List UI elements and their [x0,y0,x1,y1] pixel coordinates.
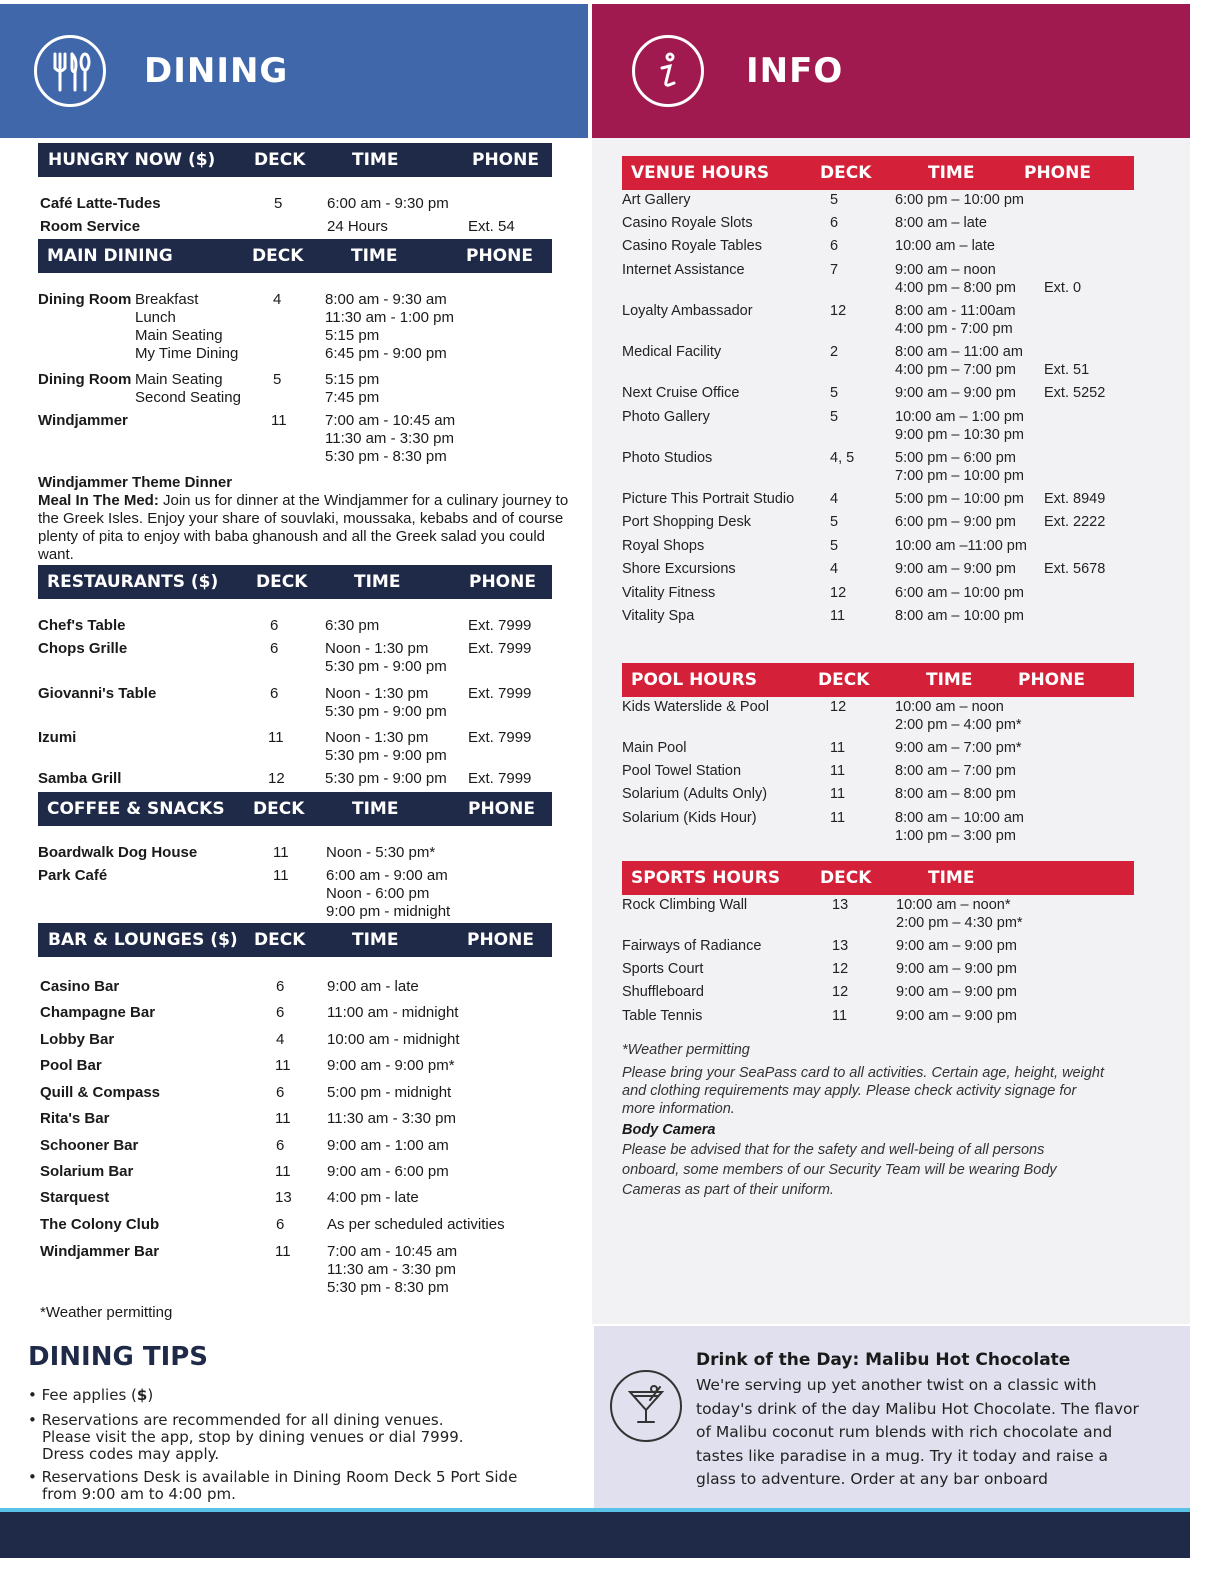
drink-line: today's drink of the day Malibu Hot Chocolate. The flavor [696,1399,1139,1418]
venue-time: 5:15 pm [325,371,380,388]
seapass-note: more information. [622,1101,735,1117]
venue-deck: 6 [276,1084,285,1101]
venue-deck: 5 [273,371,282,388]
venue-time: 10:00 am – noon* [896,897,1011,913]
venue-deck: 11 [832,1008,848,1024]
tip-text: Please visit the app, stop by dining venues or dial 7999. [42,1428,464,1446]
venue-name: Casino Royale Slots [622,215,753,231]
weather-note: *Weather permitting [622,1042,750,1058]
venue-name: Chef's Table [38,617,126,634]
venue-time: 9:00 am – 9:00 pm [896,938,1017,954]
venue-time: 6:00 am - 9:00 am [326,867,448,884]
header-time: TIME [928,163,975,183]
venue-name: Pool Towel Station [622,763,742,779]
venue-deck: 5 [830,192,839,208]
venue-time: 7:00 pm – 10:00 pm [895,468,1024,484]
venue-deck: 12 [830,699,847,715]
venue-time: As per scheduled activities [327,1216,505,1233]
venue-deck: 6 [830,215,839,231]
venue-time: 9:00 pm – 10:30 pm [895,427,1024,443]
theme-dinner-title: Windjammer Theme Dinner [38,474,233,491]
meal-label: My Time Dining [135,345,239,362]
footer-bar [0,1512,1190,1558]
venue-deck: 11 [830,740,846,756]
venue-time: 9:00 am - late [327,978,419,995]
venue-time: 5:00 pm - midnight [327,1084,452,1101]
venue-deck: 5 [830,514,839,530]
body-camera-title: Body Camera [622,1122,716,1138]
venue-name: Schooner Bar [40,1137,139,1154]
venue-name: Fairways of Radiance [622,938,762,954]
venue-name: Boardwalk Dog House [38,844,198,861]
header-venue: POOL HOURS [631,670,757,690]
venue-time: 4:00 pm – 8:00 pm [895,280,1016,296]
coffee-snacks-header [38,792,552,826]
venue-time: 9:00 am – 7:00 pm* [895,740,1022,756]
venue-time: 8:00 am - 9:30 am [325,291,447,308]
venue-name: Shore Excursions [622,561,736,577]
venue-time: 6:00 am - 9:30 pm [327,195,449,212]
venue-time: 5:30 pm - 9:00 pm [325,658,447,675]
tip-text: from 9:00 am to 4:00 pm. [42,1485,236,1503]
header-deck: DECK [820,163,872,183]
venue-name: Internet Assistance [622,262,745,278]
venue-time: 10:00 am – late [895,238,995,254]
venue-name: Loyalty Ambassador [622,303,753,319]
venue-deck: 11 [830,763,846,779]
venue-time: 5:30 pm - 8:30 pm [325,448,447,465]
header-phone: PHONE [468,799,535,819]
body-camera-note: Please be advised that for the safety and well-being of all persons [622,1142,1045,1158]
venue-deck: 5 [830,409,839,425]
venue-time: 7:00 am - 10:45 am [325,412,456,429]
theme-dinner-label: Meal In The Med: [38,492,159,509]
venue-deck: 4 [273,291,282,308]
venue-deck: 6 [276,978,285,995]
venue-deck: 13 [275,1189,292,1206]
venue-name: Giovanni's Table [38,685,157,702]
drink-line: glass to adventure. Order at any bar onboard [696,1470,1049,1488]
venue-hours-header [622,156,1134,190]
venue-time: 8:00 am - 11:00am [895,303,1016,319]
venue-name: Dining Room [38,291,132,308]
venue-time: 24 Hours [327,218,388,235]
pool-hours-header [622,663,1134,697]
header-venue: VENUE HOURS [631,163,770,183]
venue-time: Noon - 1:30 pm [325,640,429,657]
theme-dinner-text: want. [38,546,74,563]
header-venue: RESTAURANTS ($) [47,572,219,592]
venue-name: Solarium Bar [40,1163,134,1180]
body-camera-note: Cameras as part of their uniform. [622,1182,834,1198]
venue-name: Next Cruise Office [622,385,740,401]
venue-deck: 11 [268,729,284,746]
header-venue: HUNGRY NOW ($) [48,150,216,170]
venue-name: Photo Gallery [622,409,710,425]
venue-time: 8:00 am – late [895,215,987,231]
venue-name: Café Latte-Tudes [40,195,161,212]
venue-time: Noon - 1:30 pm [325,729,429,746]
venue-deck: 6 [270,640,279,657]
header-phone: PHONE [1018,670,1085,690]
theme-dinner-line [38,492,568,510]
sports-hours-header [622,861,1134,895]
venue-name: Casino Royale Tables [622,238,762,254]
venue-name: Windjammer Bar [40,1243,160,1260]
venue-time: 6:00 pm – 9:00 pm [895,514,1016,530]
venue-name: Table Tennis [622,1008,703,1024]
venue-name: Pool Bar [40,1057,102,1074]
venue-time: 4:00 pm - 7:00 pm [895,321,1013,337]
venue-deck: 6 [270,617,279,634]
fee-symbol: $ [136,1386,148,1404]
venue-time: 5:30 pm - 9:00 pm [325,770,447,787]
venue-deck: 11 [275,1057,291,1074]
venue-name: Room Service [40,218,141,235]
venue-time: 6:30 pm [325,617,380,634]
header-deck: DECK [253,799,305,819]
venue-time: 2:00 pm – 4:00 pm* [895,717,1022,733]
header-time: TIME [352,930,399,950]
drink-line: We're serving up yet another twist on a classic with [696,1376,1097,1394]
dining-title: DINING [144,51,289,91]
venue-deck: 4 [830,491,839,507]
header-deck: DECK [252,246,304,266]
theme-dinner-text: Join us for dinner at the Windjammer for a culinary journey to [158,492,569,509]
venue-time: Noon - 5:30 pm* [326,844,436,861]
venue-time: 10:00 am - midnight [327,1031,460,1048]
venue-time: 9:00 am – 9:00 pm [895,385,1016,401]
header-time: TIME [352,150,399,170]
body-camera-note: onboard, some members of our Security Team will be wearing Body [622,1162,1057,1178]
venue-name: Royal Shops [622,538,705,554]
drink-title: Drink of the Day: Malibu Hot Chocolate [696,1350,1071,1370]
venue-name: Rita's Bar [40,1110,110,1127]
info-icon [632,35,704,107]
venue-deck: 2 [830,344,839,360]
header-venue: MAIN DINING [47,246,173,266]
venue-time: 11:30 am - 3:30 pm [325,430,454,447]
header-time: TIME [352,799,399,819]
venue-time: 9:00 am – noon [895,262,996,278]
venue-name: Medical Facility [622,344,722,360]
tip-text: • Fee applies ( [28,1386,137,1404]
venue-name: Park Café [38,867,108,884]
venue-deck: 4, 5 [830,450,855,466]
venue-phone: Ext. 2222 [1044,514,1106,530]
venue-deck: 11 [830,786,846,802]
venue-deck: 5 [274,195,283,212]
venue-time: 5:00 pm – 10:00 pm [895,491,1024,507]
venue-name: Champagne Bar [40,1004,156,1021]
venue-name: Sports Court [622,961,704,977]
venue-name: Windjammer [38,412,128,429]
venue-name: Shuffleboard [622,984,704,1000]
venue-time: 5:30 pm - 8:30 pm [327,1279,449,1296]
venue-deck: 4 [830,561,839,577]
venue-name: Picture This Portrait Studio [622,491,795,507]
meal-label: Second Seating [135,389,241,406]
venue-deck: 11 [273,844,289,861]
venue-name: Quill & Compass [40,1084,161,1101]
venue-time: 9:00 am - 1:00 am [327,1137,449,1154]
tip-text: ) [147,1386,154,1404]
tip-text: • Reservations Desk is available in Dining Room Deck 5 Port Side [28,1468,518,1486]
info-banner [592,4,1190,138]
cocktail-glass-icon [610,1370,682,1442]
tip-fee [28,1387,153,1404]
venue-name: Solarium (Kids Hour) [622,810,757,826]
venue-name: Izumi [38,729,77,746]
venue-deck: 4 [276,1031,285,1048]
header-deck: DECK [820,868,872,888]
venue-name: Rock Climbing Wall [622,897,748,913]
venue-phone: Ext. 7999 [468,617,532,634]
venue-deck: 11 [275,1110,291,1127]
venue-deck: 12 [830,585,847,601]
header-deck: DECK [818,670,870,690]
bar-lounges-header [38,923,552,957]
venue-deck: 11 [830,810,846,826]
venue-time: 10:00 am – 1:00 pm [895,409,1024,425]
venue-time: 8:00 am – 7:00 pm [895,763,1016,779]
header-venue: COFFEE & SNACKS [47,799,225,819]
venue-name: Vitality Fitness [622,585,716,601]
venue-time: 6:45 pm - 9:00 pm [325,345,447,362]
venue-phone: Ext. 7999 [468,685,532,702]
venue-name: Chops Grille [38,640,128,657]
venue-deck: 13 [832,938,849,954]
dining-tips-title: DINING TIPS [28,1342,209,1372]
venue-deck: 12 [832,984,849,1000]
header-deck: DECK [254,930,306,950]
venue-time: 11:30 am - 3:30 pm [327,1261,456,1278]
dining-banner [0,4,588,138]
venue-time: 9:00 am – 9:00 pm [895,561,1016,577]
venue-phone: Ext. 5678 [1044,561,1106,577]
venue-time: 7:45 pm [325,389,380,406]
venue-time: 10:00 am – noon [895,699,1004,715]
header-time: TIME [926,670,973,690]
header-time: TIME [928,868,975,888]
header-deck: DECK [254,150,306,170]
venue-time: 6:00 am – 10:00 pm [895,585,1024,601]
venue-deck: 11 [275,1243,291,1260]
info-title: INFO [746,51,844,91]
venue-deck: 11 [830,608,846,624]
venue-deck: 6 [830,238,839,254]
venue-time: 5:00 pm – 6:00 pm [895,450,1016,466]
drink-line: tastes like paradise in a mug. Try it today and raise a [696,1446,1109,1465]
header-phone: PHONE [1024,163,1091,183]
header-phone: PHONE [466,246,533,266]
venue-deck: 13 [832,897,849,913]
drink-line: of Malibu coconut rum blends with rich chocolate and [696,1423,1113,1441]
venue-time: 8:00 am – 8:00 pm [895,786,1016,802]
venue-time: 11:30 am - 1:00 pm [325,309,454,326]
venue-time: 6:00 pm – 10:00 pm [895,192,1024,208]
tip-text: • Reservations are recommended for all dining venues. [28,1411,444,1429]
header-venue: BAR & LOUNGES ($) [48,930,238,950]
header-venue: SPORTS HOURS [631,868,781,888]
venue-time: 9:00 am – 9:00 pm [896,1008,1017,1024]
venue-time: 9:00 am - 9:00 pm* [327,1057,455,1074]
theme-dinner-text: the Greek Isles. Enjoy your share of souvlaki, moussaka, kebabs and of course [38,510,564,527]
venue-name: Main Pool [622,740,687,756]
venue-deck: 12 [832,961,849,977]
venue-time: 9:00 am – 9:00 pm [896,961,1017,977]
venue-time: 8:00 am – 11:00 am [895,344,1023,360]
restaurants-header [38,565,552,599]
venue-name: Port Shopping Desk [622,514,751,530]
venue-deck: 12 [268,770,285,787]
venue-name: Kids Waterslide & Pool [622,699,769,715]
venue-name: Art Gallery [622,192,691,208]
venue-time: 11:00 am - midnight [327,1004,459,1021]
venue-time: 9:00 pm - midnight [326,903,451,920]
meal-label: Breakfast [135,291,199,308]
venue-deck: 12 [830,303,847,319]
venue-time: 4:00 pm – 7:00 pm [895,362,1016,378]
drink-description [696,1374,1166,1492]
venue-time: 7:00 am - 10:45 am [327,1243,458,1260]
venue-time: 5:30 pm - 9:00 pm [325,747,447,764]
seapass-note: and clothing requirements may apply. Please check activity signage for [622,1083,1077,1099]
theme-dinner-text: plenty of pita to enjoy with baba ghanoush and all the Greek salad you could [38,528,546,545]
venue-time: 11:30 am - 3:30 pm [327,1110,456,1127]
meal-label: Lunch [135,309,176,326]
header-deck: DECK [256,572,308,592]
venue-time: 1:00 pm – 3:00 pm [895,828,1016,844]
venue-deck: 11 [275,1163,291,1180]
venue-time: 2:00 pm – 4:30 pm* [896,915,1023,931]
venue-name: Solarium (Adults Only) [622,786,768,802]
header-phone: PHONE [469,572,536,592]
utensils-icon [34,35,106,107]
tip-text: Dress codes may apply. [42,1445,220,1463]
main-dining-header [38,239,552,273]
meal-label: Main Seating [135,327,223,344]
venue-name: The Colony Club [40,1216,160,1233]
meal-label: Main Seating [135,371,223,388]
venue-phone: Ext. 51 [1044,362,1090,378]
seapass-note: Please bring your SeaPass card to all activities. Certain age, height, weight [622,1065,1104,1081]
venue-deck: 6 [276,1137,285,1154]
venue-time: 4:00 pm - late [327,1189,419,1206]
venue-time: 10:00 am –11:00 pm [895,538,1027,554]
venue-time: 8:00 am – 10:00 pm [895,608,1024,624]
venue-time: Noon - 6:00 pm [326,885,430,902]
venue-time: 9:00 am - 6:00 pm [327,1163,449,1180]
venue-time: 5:15 pm [325,327,380,344]
venue-phone: Ext. 8949 [1044,491,1106,507]
venue-phone: Ext. 0 [1044,280,1082,296]
venue-deck: 5 [830,385,839,401]
venue-phone: Ext. 54 [468,218,515,235]
venue-deck: 5 [830,538,839,554]
venue-name: Dining Room [38,371,132,388]
venue-time: 8:00 am – 10:00 am [895,810,1024,826]
venue-name: Casino Bar [40,978,120,995]
venue-deck: 6 [276,1004,285,1021]
venue-name: Vitality Spa [622,608,695,624]
venue-name: Samba Grill [38,770,122,787]
venue-phone: Ext. 7999 [468,640,532,657]
venue-deck: 11 [273,867,289,884]
hungry-now-header [38,143,552,177]
header-time: TIME [351,246,398,266]
venue-deck: 6 [276,1216,285,1233]
header-phone: PHONE [472,150,539,170]
venue-time: 9:00 am – 9:00 pm [896,984,1017,1000]
header-time: TIME [354,572,401,592]
venue-name: Starquest [40,1189,110,1206]
venue-time: Noon - 1:30 pm [325,685,429,702]
venue-deck: 11 [271,412,287,429]
venue-name: Lobby Bar [40,1031,115,1048]
venue-phone: Ext. 5252 [1044,385,1106,401]
venue-deck: 6 [270,685,279,702]
weather-note: *Weather permitting [40,1304,173,1321]
venue-time: 5:30 pm - 9:00 pm [325,703,447,720]
header-phone: PHONE [467,930,534,950]
venue-phone: Ext. 7999 [468,770,532,787]
venue-name: Photo Studios [622,450,713,466]
venue-phone: Ext. 7999 [468,729,532,746]
venue-deck: 7 [830,262,839,278]
